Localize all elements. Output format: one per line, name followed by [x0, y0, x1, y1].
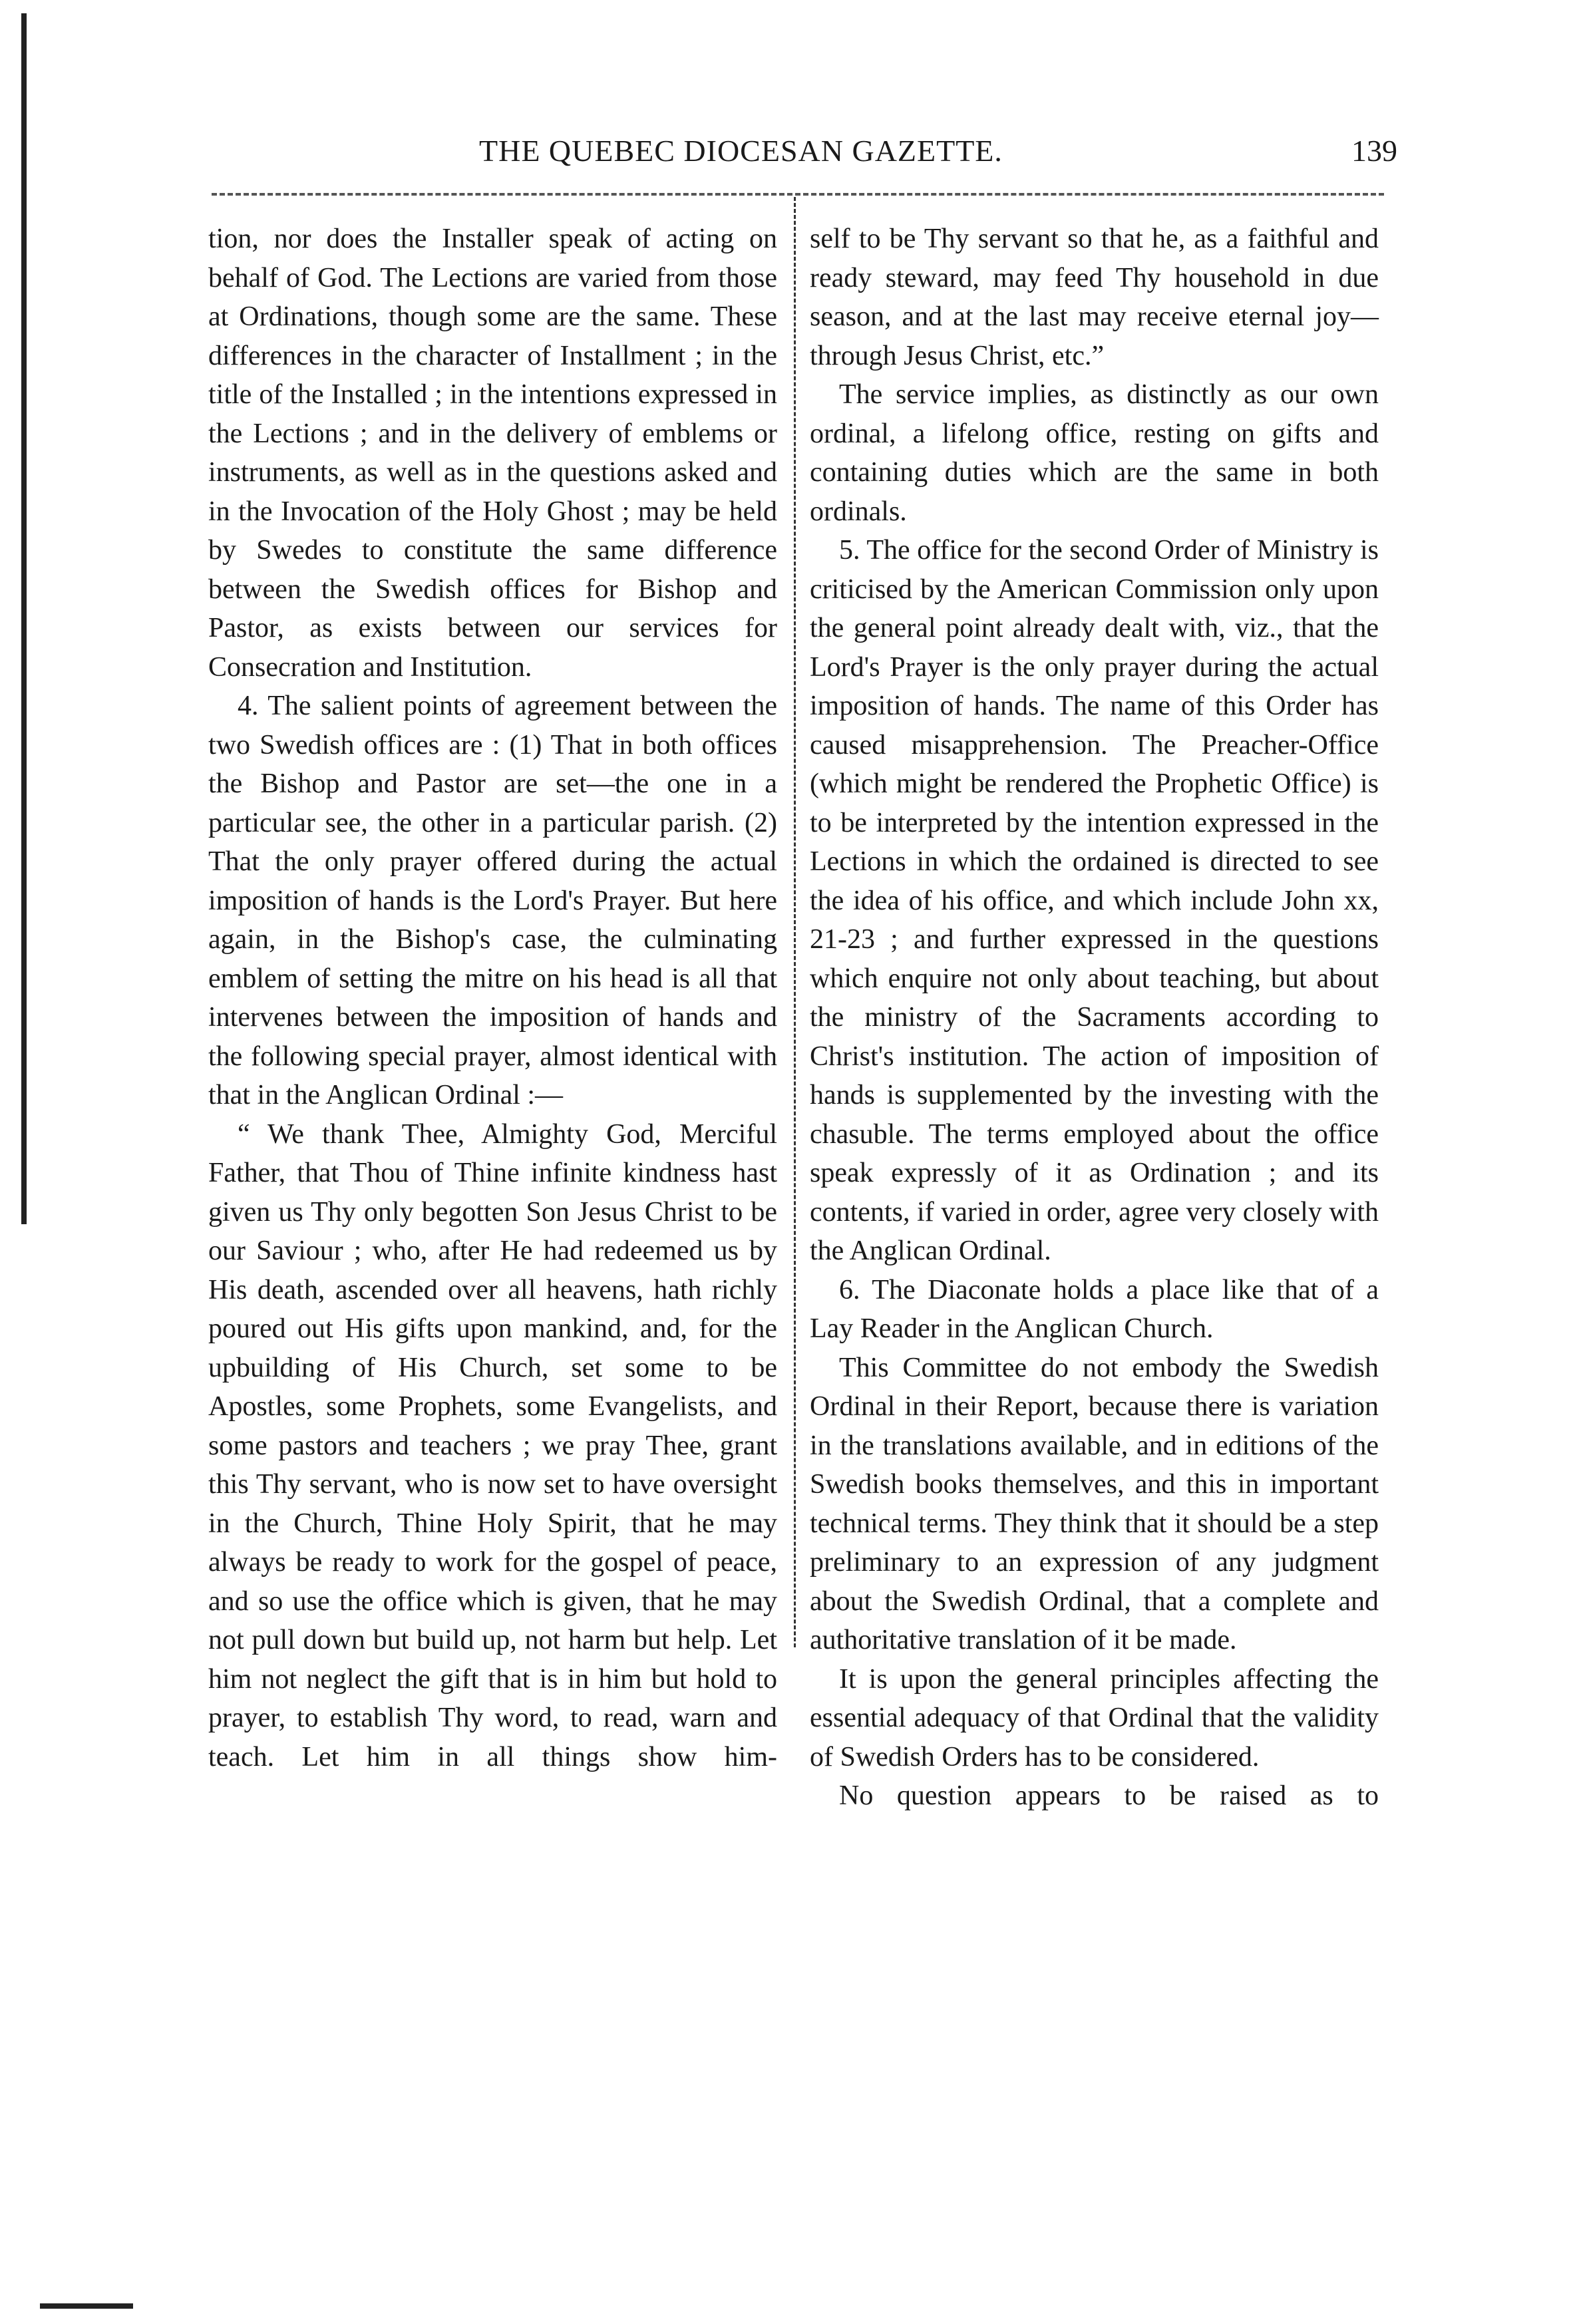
paragraph: tion, nor does the Installer speak of acting on behalf of God. The Lections are varied from those at Ordinations, though some are the same. These differences in the character of Installment ; in the title of the Installed ; in the intentions expressed in the Lections ; and in the delivery of emblems or instruments, as well as in the questions asked and in the Invocation of the Holy Ghost ; may be held by Swedes to constitute the same difference between the Swedish offices for Bishop and Pastor, as exists between our services for Consecration and Institution.: [208, 224, 777, 683]
paragraph: self to be Thy servant so that he, as a faithful and ready steward, may feed Thy household in due season, and at the last may receive eternal joy—through Jesus Christ, etc.”: [810, 224, 1379, 371]
paragraph: The service implies, as distinctly as our own ordinal, a lifelong office, resting on gifts and containing duties which are the same in both ordinals.: [810, 379, 1379, 527]
left-column: [208, 220, 777, 1776]
paragraph: It is upon the general principles affecting the essential adequacy of that Ordinal that the validity of Swedish Orders has to be considered.: [810, 1663, 1379, 1772]
paragraph: 6. The Diaconate holds a place like that of a Lay Reader in the Anglican Church.: [810, 1274, 1379, 1344]
column-divider: [794, 197, 796, 1647]
paragraph: No question appears to be raised as to: [839, 1780, 1379, 1811]
header-title: THE QUEBEC DIOCESAN GAZETTE.: [479, 134, 1003, 168]
header-rule: [212, 193, 1384, 196]
page-foot-rule: [40, 2303, 133, 2309]
paragraph: “ We thank Thee, Almighty God, Merciful Father, that Thou of Thine infinite kindness hast given us Thy only begotten Son Jesus Christ to be our Saviour ; who, after He had redeemed us by His death, ascended over all heavens, hath richly poured out His gifts upon mankind, and, for the upbuilding of His Church, set some to be Apostles, some Prophets, some Evangelists, and some pastors and teachers ; we pray Thee, grant this Thy servant, who is now set to have oversight in the Church, Thine Holy Spirit, that he may always be ready to work for the gospel of peace, and so use the office which is given, that he may not pull down but build up, not harm but help. Let him not neglect the gift that is in him but hold to prayer, to establish Thy word, to read, warn and teach. Let him in all things show him-: [208, 1118, 777, 1772]
page-edge-line: [21, 13, 27, 1224]
paragraph: 4. The salient points of agreement between the two Swedish offices are : (1) That in both offices the Bishop and Pastor are set—the one in a particular see, the other in a particular parish. (2) That the only prayer offered during the actual imposition of hands is the Lord's Prayer. But here again, in the Bishop's case, the culminating emblem of setting the mitre on his head is all that intervenes between the imposition of hands and the following special prayer, almost identical with that in the Anglican Ordinal :—: [208, 691, 777, 1110]
paragraph: This Committee do not embody the Swedish Ordinal in their Report, because there is variation in the translations available, and in editions of the Swedish books themselves, and this in important technical terms. They think that it should be a step preliminary to an expression of any judgment about the Swedish Ordinal, that a complete and authoritative translation of it be made.: [810, 1352, 1379, 1655]
running-header: [200, 133, 1397, 180]
page-number: 139: [1351, 134, 1397, 168]
paragraph: 5. The office for the second Order of Ministry is criticised by the American Commission only upon the general point already dealt with, viz., that the Lord's Prayer is the only prayer during the actual imposition of hands. The name of this Order has caused misapprehension. The Preacher-Office (which might be rendered the Prophetic Office) is to be interpreted by the intention expressed in the Lections in which the ordained is directed to see the idea of his office, and which include John xx, 21-23 ; and further expressed in the questions which enquire not only about teaching, but about the ministry of the Sacraments according to Christ's institution. The action of imposition of hands is supplemented by the investing with the chasuble. The terms employed about the office speak expressly of it as Ordination ; and its contents, if varied in order, agree very closely with the Anglican Ordinal.: [810, 535, 1379, 1266]
right-column: [810, 220, 1379, 1816]
